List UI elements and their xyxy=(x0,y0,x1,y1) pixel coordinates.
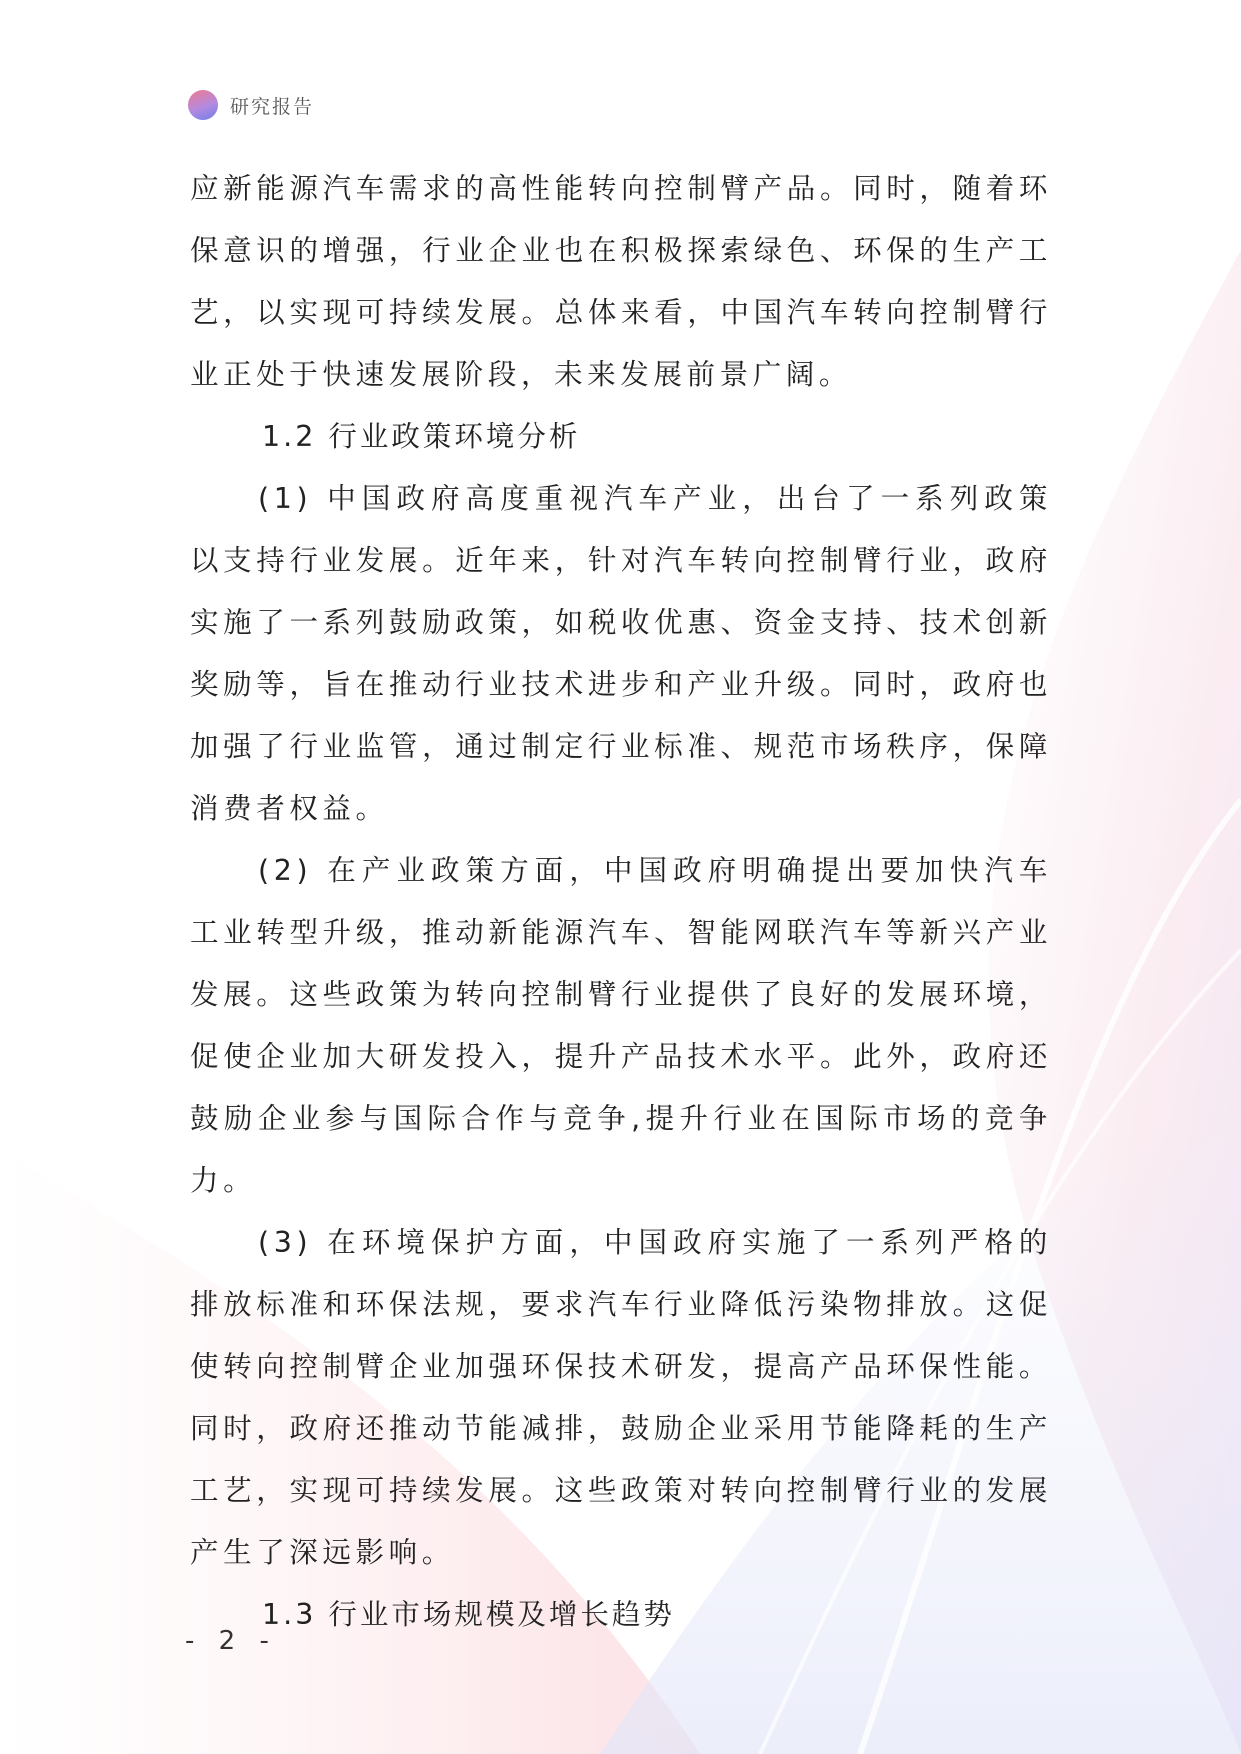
document-body xyxy=(190,158,1052,1646)
paragraph-continued: 应新能源汽车需求的高性能转向控制臂产品。同时，随着环保意识的增强，行业企业也在积极探索绿色、环保的生产工艺，以实现可持续发展。总体来看，中国汽车转向控制臂行业正处于快速发展阶段，未来发展前景广阔。 xyxy=(190,172,1052,391)
section-heading-1-2: 1.2 行业政策环境分析 xyxy=(262,420,581,453)
header-title: 研究报告 xyxy=(230,95,315,118)
paragraph-policy-2: (2) 在产业政策方面，中国政府明确提出要加快汽车工业转型升级，推动新能源汽车、智能网联汽车等新兴产业发展。这些政策为转向控制臂行业提供了良好的发展环境，促使企业加大研发投入，提升产品技术水平。此外，政府还鼓励企业参与国际合作与竞争,提升行业在国际市场的竞争力。 xyxy=(190,854,1052,1197)
paragraph-policy-1: (1) 中国政府高度重视汽车产业，出台了一系列政策以支持行业发展。近年来，针对汽车转向控制臂行业，政府实施了一系列鼓励政策，如税收优惠、资金支持、技术创新奖励等，旨在推动行业技术进步和产业升级。同时，政府也加强了行业监管，通过制定行业标准、规范市场秩序，保障消费者权益。 xyxy=(190,482,1052,825)
section-heading-1-3: 1.3 行业市场规模及增长趋势 xyxy=(262,1598,675,1631)
logo xyxy=(188,90,218,120)
page-number: - 2 - xyxy=(185,1626,277,1656)
header xyxy=(188,88,314,122)
paragraph-policy-3: (3) 在环境保护方面，中国政府实施了一系列严格的排放标准和环保法规，要求汽车行业降低污染物排放。这促使转向控制臂企业加强环保技术研发，提高产品环保性能。同时，政府还推动节能减排，鼓励企业采用节能降耗的生产工艺，实现可持续发展。这些政策对转向控制臂行业的发展产生了深远影响。 xyxy=(190,1226,1052,1569)
